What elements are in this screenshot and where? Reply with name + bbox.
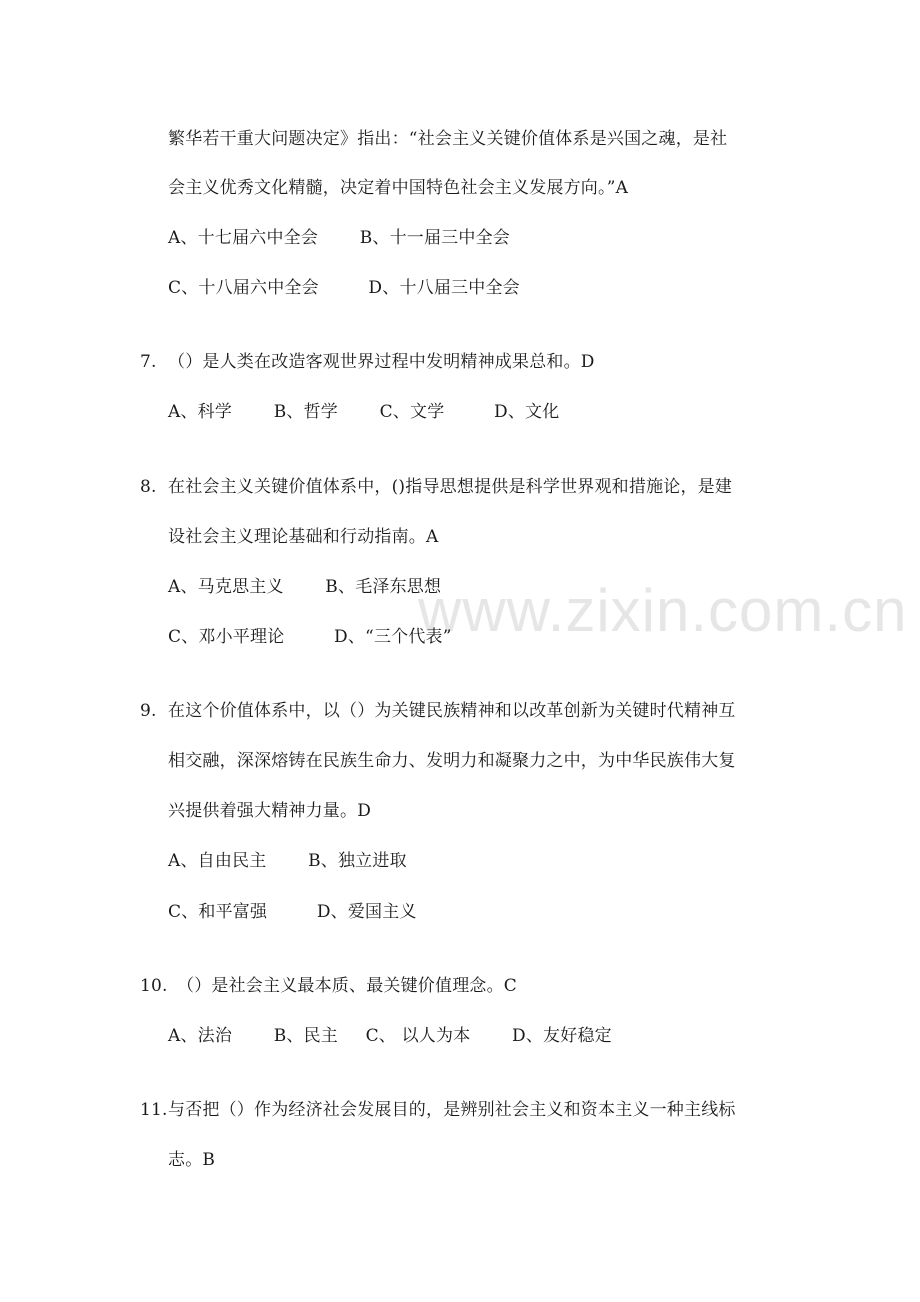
- q10-text-line-1: （）是社会主义最本质、最关键价值理念。C: [177, 976, 518, 996]
- q10-option-d: D、友好稳定: [512, 1026, 612, 1046]
- q8-text-line-2: 设社会主义理论基础和行动指南。A: [168, 527, 439, 547]
- q8-options-row-1: [168, 575, 441, 599]
- q6-option-b: B、十一届三中全会: [359, 228, 510, 248]
- q9-options-row-2: [168, 900, 417, 924]
- q10-option-a: A、法治: [168, 1026, 233, 1046]
- q6-options-row-1: [168, 226, 510, 250]
- q10-option-c: C、 以人为本: [365, 1026, 471, 1046]
- q6-text-line-1: 繁华若干重大问题决定》指出：“社会主义关键价值体系是兴国之魂，是社: [168, 129, 728, 149]
- q7-options-row: [168, 400, 559, 424]
- q6-options-row-2: [168, 276, 520, 300]
- q10-option-b: B、民主: [273, 1026, 338, 1046]
- q9-option-d: D、爱国主义: [316, 902, 417, 922]
- q8-options-row-2: [168, 625, 452, 649]
- q9-option-b: B、独立进取: [308, 851, 407, 871]
- q11-text-line-2: 志。B: [168, 1150, 216, 1170]
- watermark: www.zixin.com.cn: [418, 577, 908, 644]
- q8-text-line-1: 在社会主义关键价值体系中，()指导思想提供是科学世界观和措施论，是建: [168, 477, 733, 497]
- q11-text-line-1: 与否把（）作为经济社会发展目的，是辨别社会主义和资本主义一种主线标: [168, 1100, 736, 1120]
- q6-option-d: D、十八届三中全会: [368, 278, 520, 298]
- q9-text-line-1: 在这个价值体系中，以（）为关键民族精神和以改革创新为关键时代精神互: [168, 701, 736, 721]
- q9-number: 9.: [140, 701, 157, 721]
- q7-number: 7.: [140, 352, 157, 372]
- q8-option-a: A、马克思主义: [168, 577, 284, 597]
- q8-option-d: D、“三个代表”: [334, 627, 452, 647]
- q10-options-row: [168, 1024, 612, 1048]
- q9-text-line-3: 兴提供着强大精神力量。D: [168, 801, 372, 821]
- q6-option-c: C、十八届六中全会: [168, 278, 319, 298]
- q7-text-line-1: （）是人类在改造客观世界过程中发明精神成果总和。D: [168, 352, 595, 372]
- q7-option-a: A、科学: [168, 402, 233, 422]
- q9-text-line-2: 相交融，深深熔铸在民族生命力、发明力和凝聚力之中，为中华民族伟大复: [168, 751, 736, 771]
- q9-options-row-1: [168, 849, 407, 873]
- q10-number: 10.: [140, 976, 168, 996]
- q6-text-line-2: 会主义优秀文化精髓，决定着中国特色社会主义发展方向。”A: [168, 178, 629, 198]
- q8-number: 8.: [140, 477, 157, 497]
- q9-option-a: A、自由民主: [168, 851, 267, 871]
- q7-option-c: C、文学: [379, 402, 445, 422]
- q8-option-b: B、毛泽东思想: [325, 577, 442, 597]
- q7-option-b: B、哲学: [273, 402, 338, 422]
- q8-option-c: C、邓小平理论: [168, 627, 285, 647]
- q6-option-a: A、十七届六中全会: [168, 228, 319, 248]
- q7-option-d: D、文化: [494, 402, 560, 422]
- q9-option-c: C、和平富强: [168, 902, 268, 922]
- q11-number: 11.: [140, 1100, 168, 1120]
